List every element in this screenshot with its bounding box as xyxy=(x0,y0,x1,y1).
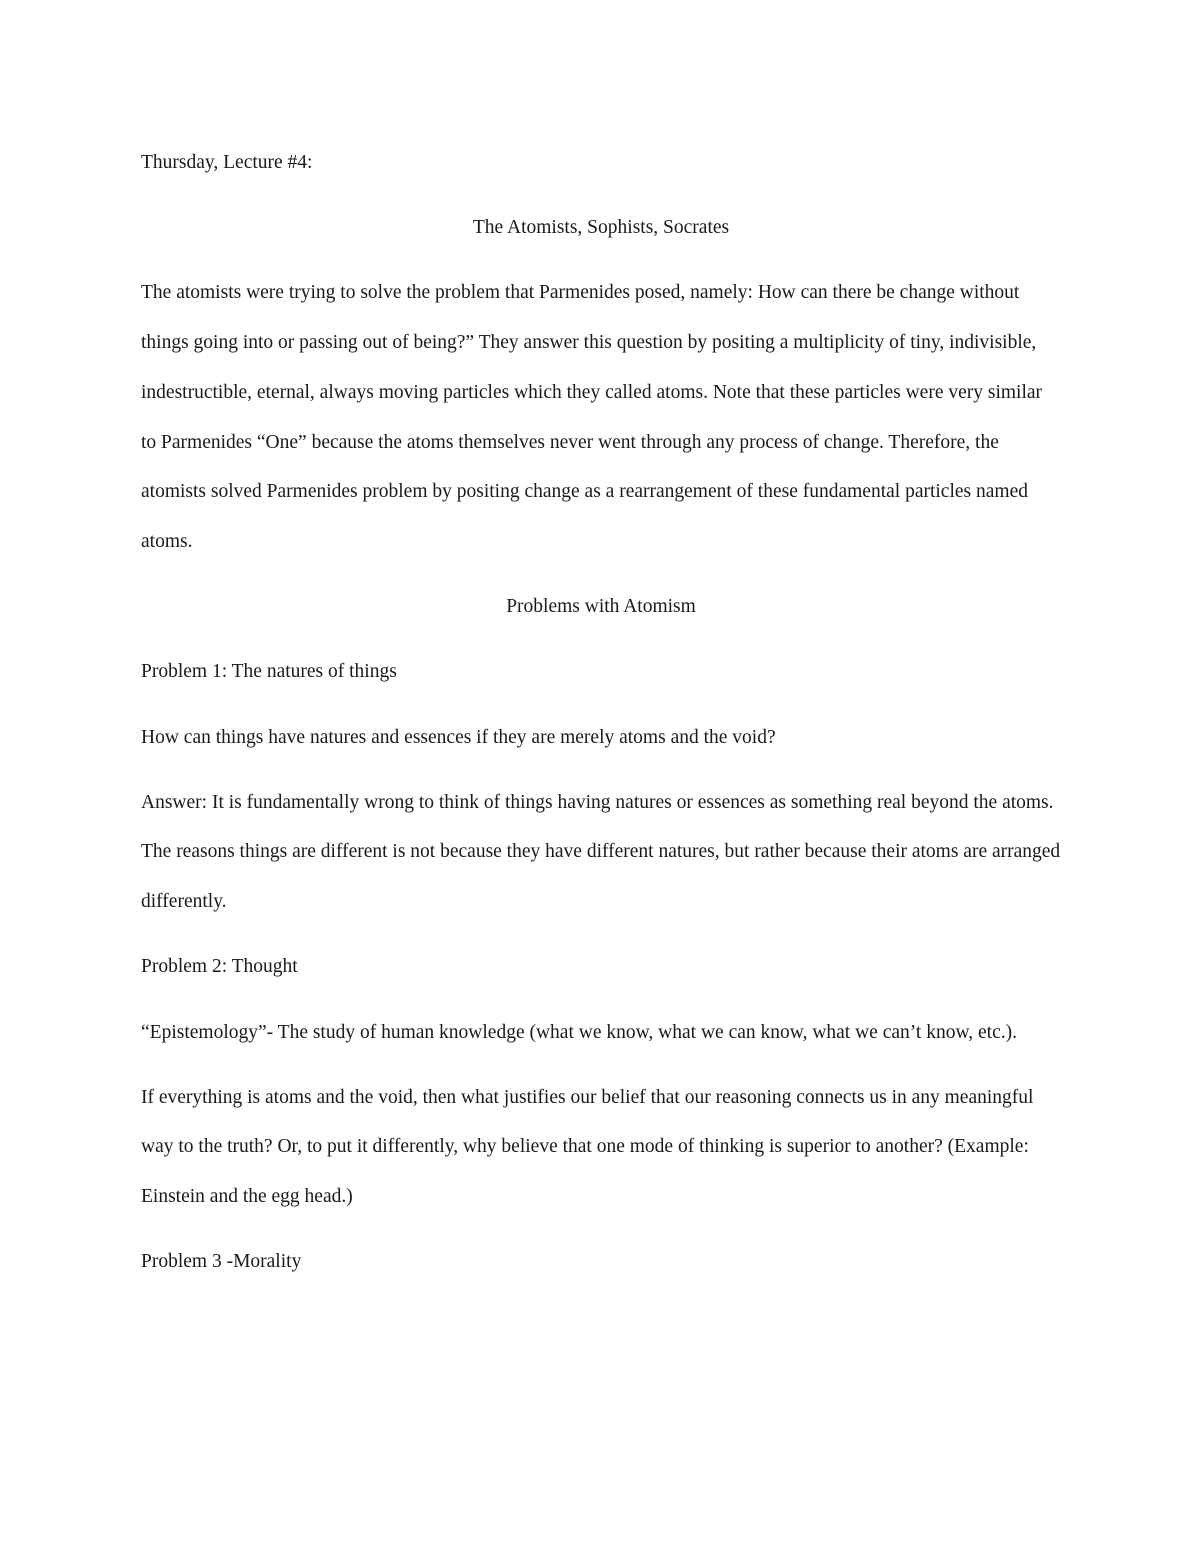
document-title: The Atomists, Sophists, Socrates xyxy=(472,217,730,239)
problem-1-heading: Problem 1: The natures of things xyxy=(141,661,397,683)
intro-paragraph: The atomists were trying to solve the problem that Parmenides posed, namely: How can there be change without things going into or passing out of being?” They answer this question by positing a multiplicity of tiny, indivisible, indestructible, eternal, always moving particles which they called atoms. Note that these particles were very similar to Parmenides “One” because the atoms themselves never went through any process of change. Therefore, the atomists solved Parmenides problem by positing change as a rearrangement of these fundamental particles named atoms. xyxy=(141,282,1043,552)
problem-2-discussion: If everything is atoms and the void, then what justifies our belief that our reasoning connects us in any meaningful way to the truth? Or, to put it differently, why believe that one mode of thinking is superior to another? (Example: Einstein and the egg head.) xyxy=(141,1086,1034,1208)
section-heading: Problems with Atomism xyxy=(506,596,696,618)
document-body xyxy=(141,138,1061,1303)
problem-1-answer: Answer: It is fundamentally wrong to think of things having natures or essences as something real beyond the atoms. The reasons things are different is not because they have different natures, but rather because their atoms are arranged differently. xyxy=(141,791,1061,913)
problem-2-definition: “Epistemology”- The study of human knowledge (what we know, what we can know, what we can’t know, etc.). xyxy=(141,1021,1017,1043)
problem-1-question: How can things have natures and essences if they are merely atoms and the void? xyxy=(141,726,776,748)
problem-2-heading: Problem 2: Thought xyxy=(141,956,298,978)
lecture-date-line: Thursday, Lecture #4: xyxy=(141,152,313,173)
problem-3-heading: Problem 3 -Morality xyxy=(141,1251,302,1273)
